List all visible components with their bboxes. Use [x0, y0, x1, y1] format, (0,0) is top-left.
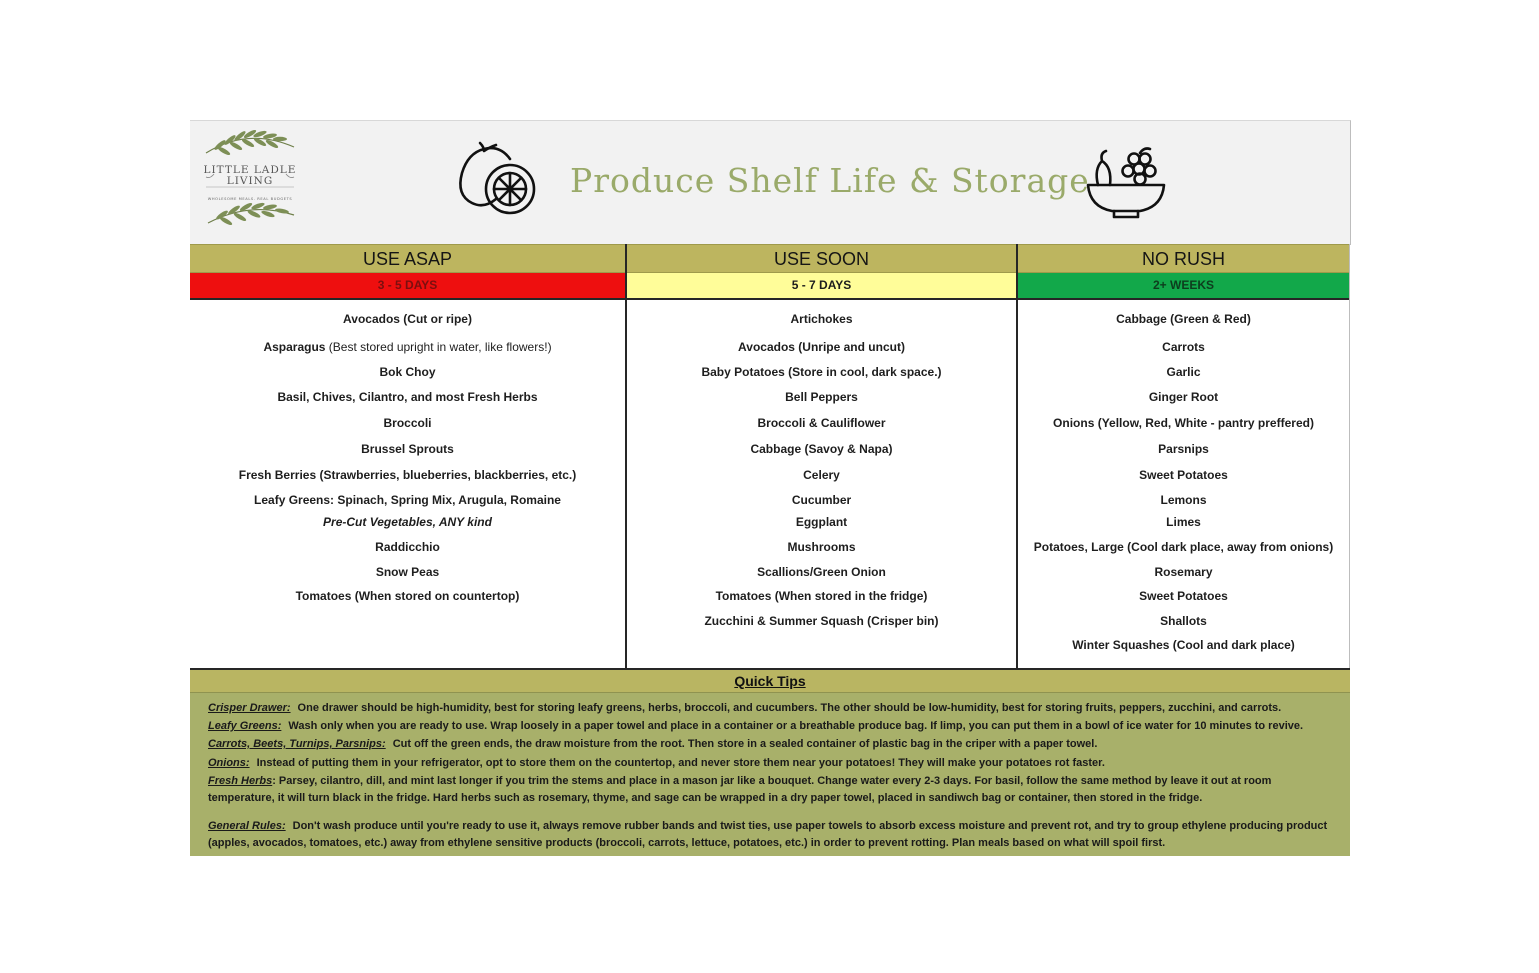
produce-item: Parsnips: [1158, 442, 1209, 456]
tip-fresh-herbs: Fresh Herbs: Parsey, cilantro, dill, and mint last longer if you trim the stems and place in a mason jar like a bouquet. Change water every 2-3 days. For basil, follow the same method by leave it out at room temperature, it will turn black in the fridge. Hard herbs such as rosemary, thyme, and sage can be wrapped in a dry paper towel, placed in sandiwch bag or container, then stored in the fridge.: [208, 775, 1272, 804]
logo-wordmark: LITTLE LADLE LIVING: [203, 164, 297, 187]
produce-item: Cabbage (Green & Red): [1116, 312, 1251, 326]
tip-general-rules: General Rules: Don't wash produce until you're ready to use it, always remove rubber bands and twist ties, use paper towels to absorb excess moisture and prevent rot, and try to group ethylene producing product (apples, avocados, tomatoes, etc.) away from ethylene sensitive products (broccoli, carrots, lettuce, potatoes, etc.) in order to prevent rotting. Plan meals based on what will spoil first.: [208, 820, 1328, 849]
brand-logo: [196, 125, 304, 241]
column-no-rush: [1018, 244, 1350, 668]
produce-item: Shallots: [1160, 614, 1207, 628]
produce-item: Basil, Chives, Cilantro, and most Fresh Herbs: [277, 390, 538, 404]
quick-tips-section: [190, 668, 1350, 856]
quick-tips-title: Quick Tips: [734, 673, 806, 689]
produce-list: [190, 300, 625, 668]
produce-item: Artichokes: [790, 312, 853, 326]
produce-item: Limes: [1166, 515, 1201, 529]
produce-item: Carrots: [1162, 340, 1205, 354]
produce-item: Lemons: [1160, 493, 1207, 507]
produce-item: Leafy Greens: Spinach, Spring Mix, Arugula, Romaine: [254, 493, 561, 507]
produce-item: Raddicchio: [375, 540, 440, 554]
produce-item: Baby Potatoes (Store in cool, dark space.): [701, 365, 942, 379]
produce-item: Celery: [803, 468, 840, 482]
duration-badge: 2+ WEEKS: [1018, 273, 1349, 300]
produce-item: Broccoli & Cauliflower: [757, 416, 886, 430]
produce-item: Sweet Potatoes: [1139, 468, 1228, 482]
produce-item: Avocados (Cut or ripe): [343, 312, 472, 326]
produce-item: Brussel Sprouts: [361, 442, 454, 456]
chart-header: [190, 120, 1351, 245]
produce-item: Cucumber: [791, 493, 852, 507]
produce-item: Garlic: [1166, 365, 1201, 379]
column-heading: USE ASAP: [190, 244, 625, 273]
fruit-bowl-icon: [1084, 145, 1168, 219]
column-use-soon: [627, 244, 1018, 668]
lemon-icon: [454, 139, 538, 221]
tip-onions: Onions: Instead of putting them in your refrigerator, opt to store them on the countertop, and never store them near your potatoes! They will make your potatoes rot faster.: [208, 757, 1105, 769]
produce-item: Bell Peppers: [785, 390, 858, 404]
produce-item: Cabbage (Savoy & Napa): [750, 442, 893, 456]
produce-item: Scallions/Green Onion: [757, 565, 886, 579]
tip-leafy-greens: Leafy Greens: Wash only when you are ready to use. Wrap loosely in a paper towel and place in a container or a breathable produce bag. If limp, you can put them in a bowl of ice water for 10 minutes to revive.: [208, 720, 1304, 732]
shelf-life-columns: [190, 244, 1350, 668]
logo-tagline: WHOLESOME MEALS. REAL BUDGETS: [207, 197, 293, 201]
produce-item: Asparagus (Best stored upright in water, like flowers!): [263, 340, 552, 354]
produce-chart: [190, 120, 1350, 854]
produce-item: Tomatoes (When stored on countertop): [295, 589, 520, 603]
column-heading: NO RUSH: [1018, 244, 1349, 273]
column-use-asap: [190, 244, 627, 668]
produce-item: Fresh Berries (Strawberries, blueberries, blackberries, etc.): [238, 468, 577, 482]
produce-item: Rosemary: [1154, 565, 1213, 579]
produce-list: [627, 300, 1016, 668]
produce-list: [1018, 300, 1349, 668]
produce-item: Tomatoes (When stored in the fridge): [715, 589, 928, 603]
produce-item: Winter Squashes (Cool and dark place): [1072, 638, 1295, 652]
page-title: Produce Shelf Life & Storage: [570, 161, 1090, 200]
produce-item: Avocados (Unripe and uncut): [738, 340, 905, 354]
produce-item: Zucchini & Summer Squash (Crisper bin): [704, 614, 939, 628]
tip-crisper-drawer: Crisper Drawer: One drawer should be high-humidity, best for storing leafy greens, herbs, broccoli, and cucumbers. The other should be low-humidity, best for storing fruits, peppers, zucchini, and carrots.: [208, 702, 1282, 714]
column-heading: USE SOON: [627, 244, 1016, 273]
produce-item: Potatoes, Large (Cool dark place, away from onions): [1033, 540, 1334, 554]
produce-item: Onions (Yellow, Red, White - pantry preffered): [1053, 416, 1314, 430]
produce-item: Mushrooms: [787, 540, 856, 554]
produce-item: Bok Choy: [379, 365, 436, 379]
produce-item: Pre-Cut Vegetables, ANY kind: [323, 515, 492, 529]
duration-badge: 3 - 5 DAYS: [190, 273, 625, 300]
produce-item: Snow Peas: [375, 565, 440, 579]
produce-item: Ginger Root: [1148, 390, 1219, 404]
produce-item: Sweet Potatoes: [1139, 589, 1228, 603]
produce-item: Broccoli: [383, 416, 432, 430]
duration-badge: 5 - 7 DAYS: [627, 273, 1016, 300]
tip-root-vegetables: Carrots, Beets, Turnips, Parsnips: Cut off the green ends, the draw moisture from the root. Then store in a sealed container of plastic bag in the criper with a paper towel.: [208, 738, 1098, 750]
produce-item: Eggplant: [795, 515, 848, 529]
